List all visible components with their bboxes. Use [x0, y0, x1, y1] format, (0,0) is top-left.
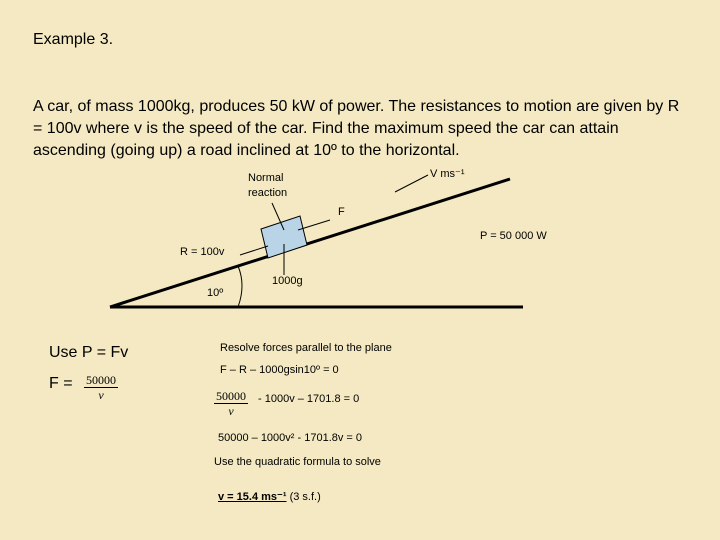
fraction-denominator: v — [98, 388, 104, 402]
resistance-arrow — [240, 246, 268, 255]
fraction-numerator: 50000 — [86, 373, 116, 387]
problem-statement: A car, of mass 1000kg, produces 50 kW of power. The resistances to motion are given by R = 100v where v is the speed of the car. Find the maximum speed the car can attain ascending (going up) a road inclined at 10º to the horizontal. — [33, 98, 680, 159]
fraction-eq2 — [214, 390, 248, 418]
fraction-f — [84, 374, 118, 402]
final-answer — [218, 490, 321, 503]
weight-label: 1000g — [272, 275, 303, 287]
fraction-eq2-denominator: v — [228, 404, 234, 418]
use-power-formula: Use P = Fv — [49, 344, 129, 361]
resolve-instruction: Resolve forces parallel to the plane — [220, 342, 392, 354]
velocity-arrow — [395, 175, 428, 192]
resistance-label: R = 100v — [180, 246, 225, 258]
force-f-label: F — [338, 206, 345, 218]
equation-2: - 1000v – 1701.8 = 0 — [258, 393, 360, 405]
velocity-label: V ms⁻¹ — [430, 168, 465, 180]
slide-title: Example 3. — [33, 31, 114, 48]
quadratic-instruction: Use the quadratic formula to solve — [214, 456, 381, 468]
fraction-eq2-numerator: 50000 — [216, 389, 246, 403]
normal-label-line2: reaction — [248, 187, 288, 199]
normal-label-line1: Normal — [248, 172, 284, 184]
angle-arc — [238, 266, 242, 307]
answer-sig-figs: (3 s.f.) — [289, 491, 321, 503]
equation-3: 50000 – 1000v² - 1701.8v = 0 — [218, 432, 363, 444]
incline-line — [110, 179, 510, 307]
driving-force-arrow — [298, 220, 330, 230]
normal-reaction-label — [248, 171, 287, 201]
equation-1: F – R – 1000gsin10º = 0 — [220, 364, 339, 376]
angle-label: 10º — [207, 287, 224, 299]
answer-value: v = 15.4 ms⁻¹ — [218, 491, 287, 503]
f-equals-label: F = — [49, 375, 73, 392]
power-label: P = 50 000 W — [480, 230, 547, 242]
